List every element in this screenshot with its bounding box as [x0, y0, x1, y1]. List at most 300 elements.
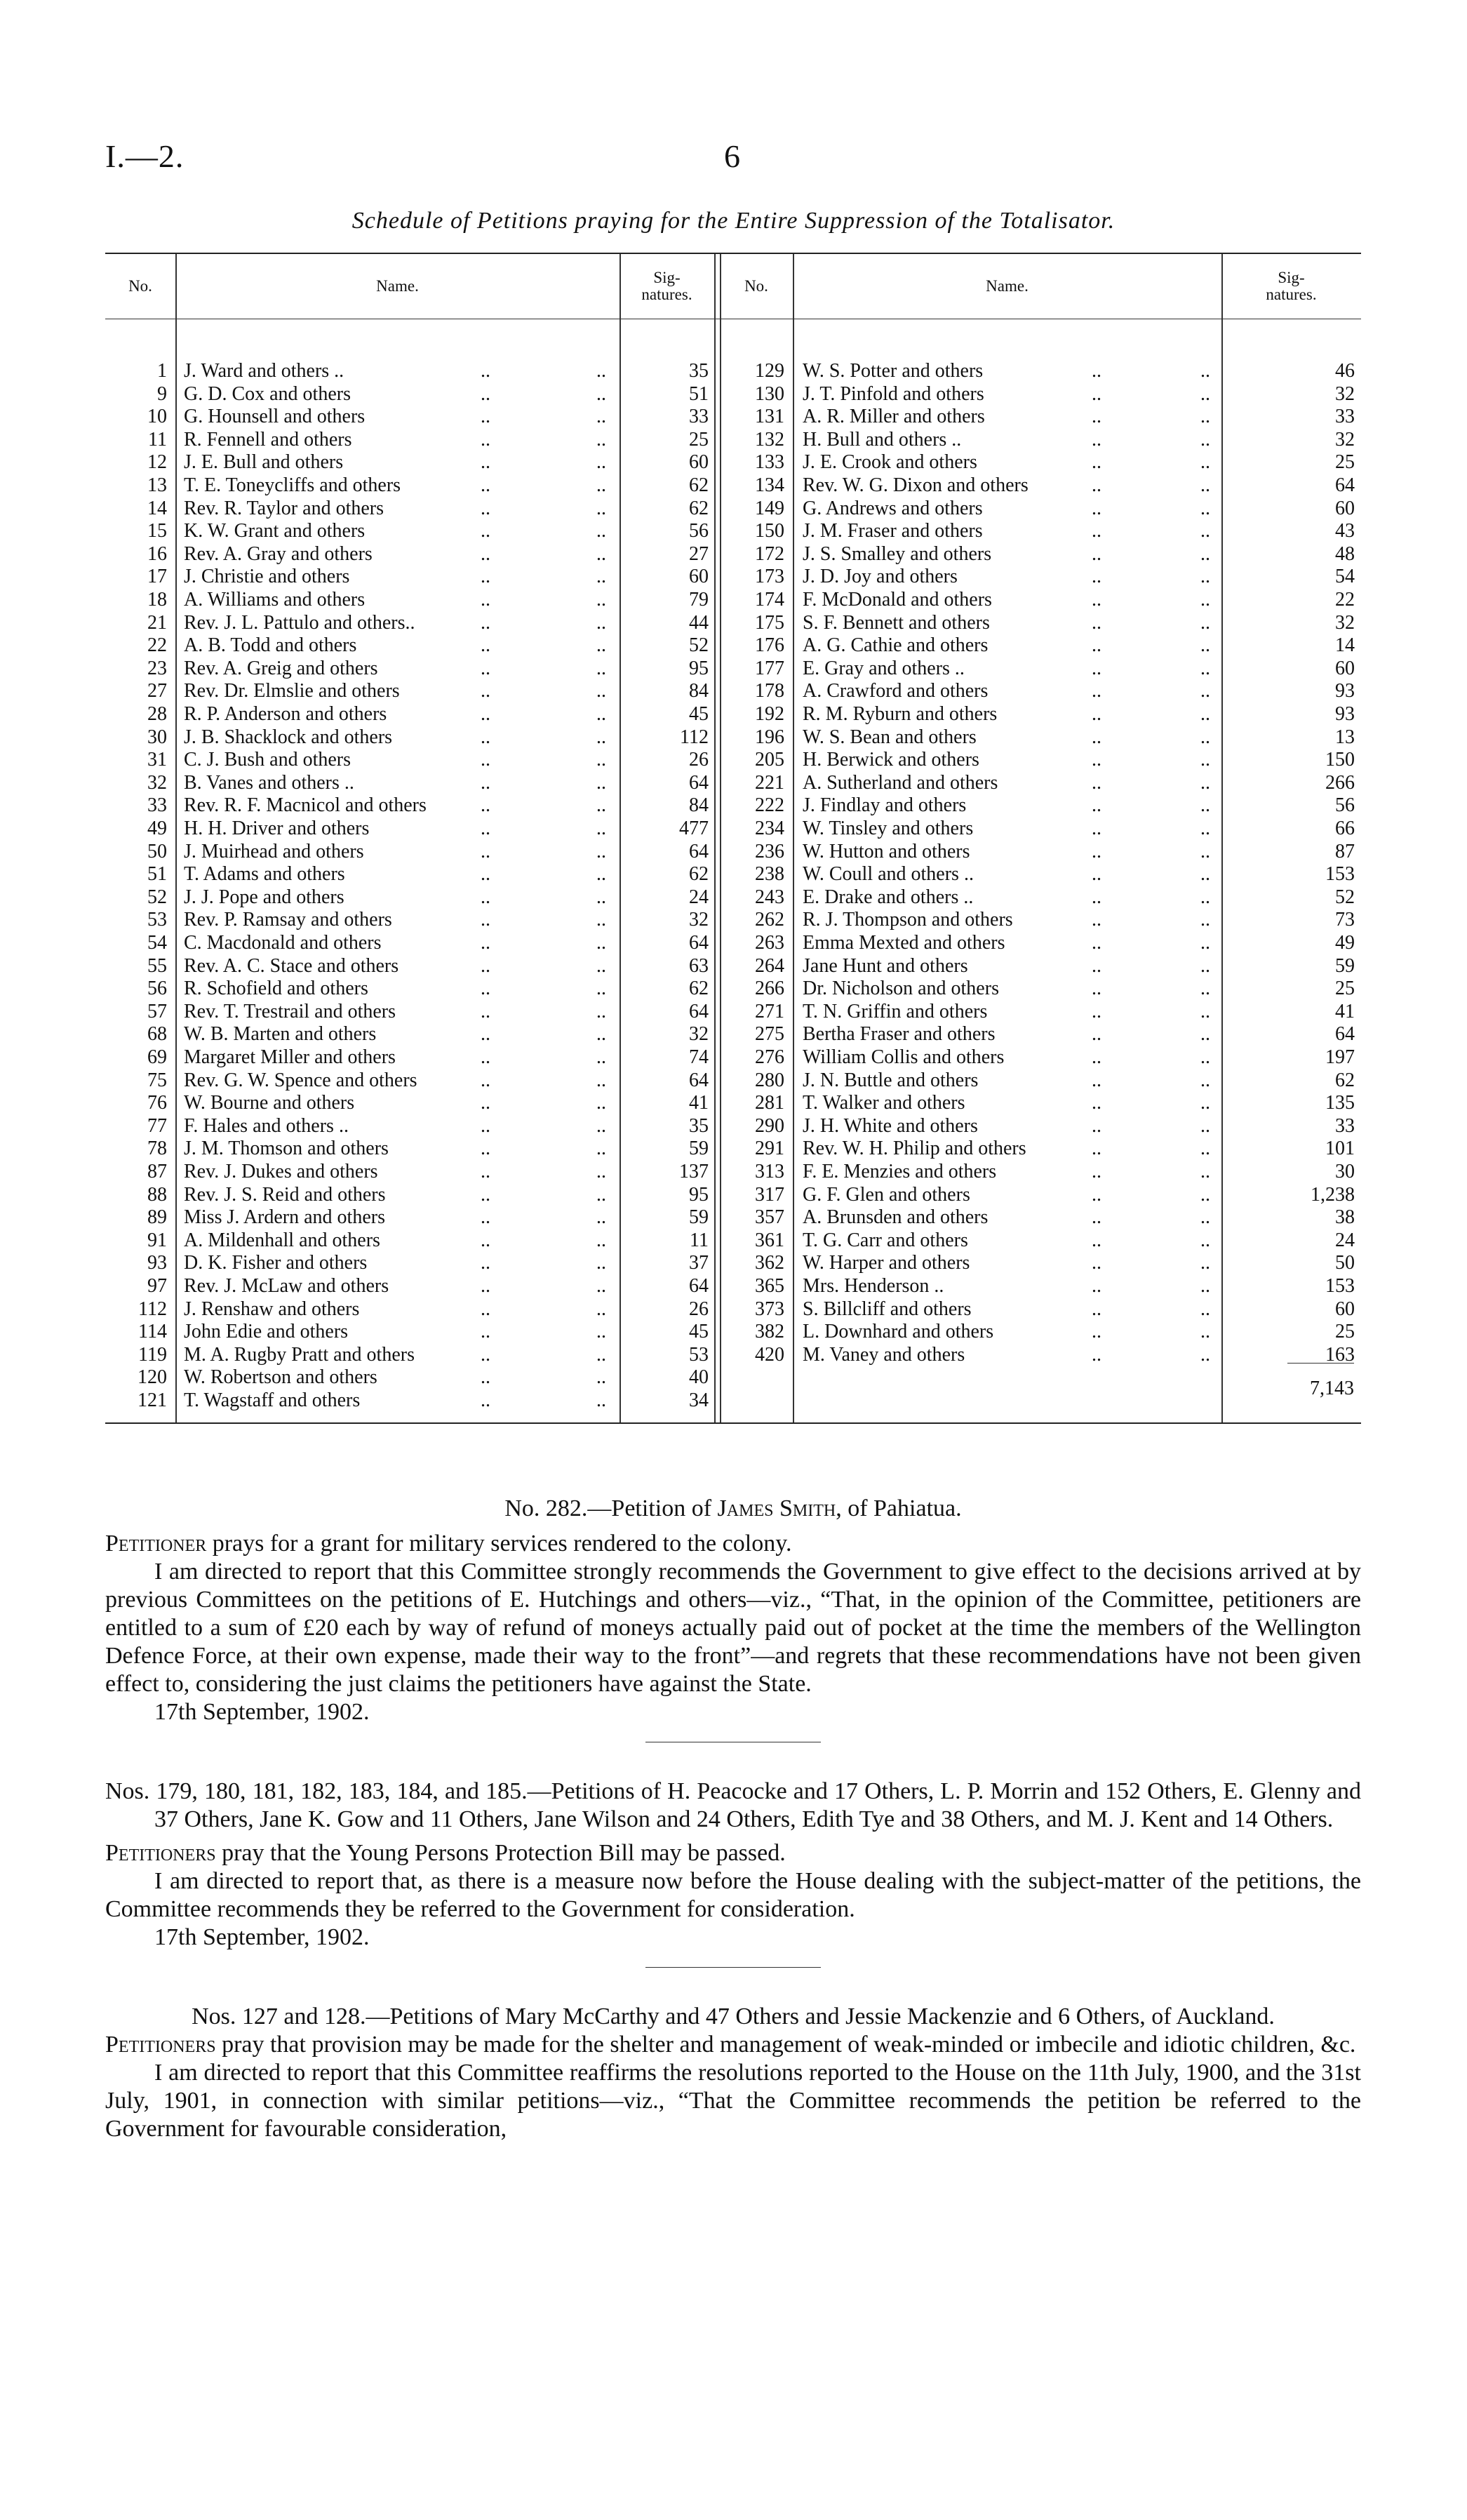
petitioner-name: A. Sutherland and others	[803, 771, 1000, 794]
signature-count: 40	[689, 1366, 709, 1389]
petitioner-name: F. E. Menzies and others	[803, 1160, 999, 1183]
table-row	[105, 497, 714, 520]
petitioner-name: F. McDonald and others	[803, 588, 995, 611]
petitioner-name: G. Hounsell and others	[184, 405, 368, 428]
dot-leader: ..	[1092, 382, 1101, 405]
table-row	[105, 977, 714, 1000]
petition-number: 222	[755, 794, 784, 817]
petition-number: 16	[147, 542, 167, 565]
table-row	[105, 1000, 714, 1023]
signature-count: 59	[689, 1138, 709, 1160]
dot-leader: ..	[1200, 1343, 1210, 1366]
signature-count: 62	[1335, 1069, 1355, 1091]
petitioner-name: R. M. Ryburn and others	[803, 702, 1000, 726]
dot-leader: ..	[481, 1092, 490, 1114]
dot-leader: ..	[1092, 1114, 1101, 1137]
petitioner-name: Emma Mexted and others	[803, 931, 1007, 954]
table-row	[105, 565, 714, 588]
dot-leader: ..	[1092, 1046, 1101, 1068]
signature-count: 32	[1335, 382, 1355, 405]
petition-number: 221	[755, 771, 784, 794]
dot-leader: ..	[596, 749, 606, 771]
dot-leader: ..	[1200, 818, 1210, 839]
petitioner-name: A. Crawford and others	[803, 679, 991, 702]
table-row	[105, 634, 714, 657]
dot-leader: ..	[596, 1092, 606, 1114]
signature-count: 25	[1335, 978, 1355, 1000]
petition-number: 176	[755, 634, 784, 657]
dot-leader: ..	[1092, 1298, 1101, 1320]
signature-count: 60	[1335, 1298, 1355, 1320]
lead-word: Petitioners	[105, 1840, 216, 1866]
dot-leader: ..	[481, 382, 490, 405]
dot-leader: ..	[596, 451, 606, 474]
petitioner-name: J. M. Fraser and others	[803, 519, 986, 542]
dot-leader: ..	[1200, 428, 1210, 451]
petitioner-name: J. T. Pinfold and others	[803, 382, 987, 406]
dot-leader: ..	[1092, 749, 1101, 771]
dot-leader: ..	[596, 566, 606, 588]
signature-count: 30	[1335, 1161, 1355, 1182]
table-row	[105, 405, 714, 428]
signature-count: 79	[689, 589, 709, 611]
dot-leader: ..	[1200, 932, 1210, 954]
petitioner-name: E. Gray and others ..	[803, 657, 967, 680]
total-rule	[1287, 1363, 1354, 1364]
petitioner-name: Bertha Fraser and others	[803, 1022, 998, 1046]
table-row	[720, 542, 1361, 566]
table-row	[105, 1114, 714, 1138]
table-row	[720, 1206, 1361, 1229]
petitioner-name: J. E. Crook and others	[803, 451, 980, 474]
petitioner-name: W. B. Marten and others	[184, 1022, 379, 1046]
page-reference: I.—2.	[105, 138, 185, 174]
petitioner-name: William Collis and others	[803, 1046, 1007, 1069]
dot-leader: ..	[1200, 886, 1210, 908]
petitioner-name: Rev. P. Ramsay and others	[184, 908, 395, 931]
petitioner-name: Rev. J. L. Pattulo and others..	[184, 611, 417, 634]
signature-count: 62	[689, 497, 709, 519]
petition-number: 177	[755, 657, 784, 679]
section-title: Nos. 127 and 128.—Petitions of Mary McCarthy and 47 Others and Jessie Mackenzie and 6 Others, of Auckland.	[192, 2004, 1275, 2029]
petitioner-name: T. Adams and others	[184, 862, 348, 886]
signature-count: 52	[689, 634, 709, 657]
signature-count: 60	[689, 451, 709, 474]
dot-leader: ..	[481, 428, 490, 451]
signature-count: 25	[1335, 451, 1355, 474]
dot-leader: ..	[1092, 932, 1101, 954]
table-row	[105, 451, 714, 474]
dot-leader: ..	[596, 978, 606, 1000]
petitioner-name: M. A. Rugby Pratt and others	[184, 1343, 417, 1366]
signature-count: 64	[1335, 1023, 1355, 1046]
dot-leader: ..	[481, 863, 490, 886]
petition-number: 174	[755, 589, 784, 611]
petition-number: 192	[755, 703, 784, 725]
petitioner-name: Rev. R. F. Macnicol and others	[184, 794, 429, 817]
dot-leader: ..	[481, 589, 490, 611]
table-row	[105, 771, 714, 794]
table-row	[105, 611, 714, 634]
petitioner-name: J. Muirhead and others	[184, 840, 367, 863]
table-row	[720, 1069, 1361, 1092]
dot-leader: ..	[596, 771, 606, 794]
petition-number: 130	[755, 382, 784, 405]
petitioner-name: H. Berwick and others	[803, 748, 982, 771]
signature-count: 62	[689, 863, 709, 886]
petition-number: 317	[755, 1183, 784, 1206]
prayer-text: pray that provision may be made for the shelter and management of weak-minded or imbecile and idiotic children, &c.	[215, 2032, 1356, 2058]
dot-leader: ..	[1092, 1252, 1101, 1274]
dot-leader: ..	[481, 1183, 490, 1206]
dot-leader: ..	[481, 634, 490, 657]
signature-count: 66	[1335, 818, 1355, 839]
table-row	[105, 1274, 714, 1298]
signature-count: 63	[689, 954, 709, 977]
dot-leader: ..	[596, 360, 606, 382]
dot-leader: ..	[1092, 1000, 1101, 1022]
signature-count: 477	[679, 818, 709, 839]
header-no: No.	[744, 277, 768, 295]
petition-number: 56	[147, 978, 167, 1000]
dot-leader: ..	[1200, 566, 1210, 588]
petitioner-name: J. Findlay and others	[803, 794, 969, 817]
petitioner-name: Dr. Nicholson and others	[803, 977, 1002, 1000]
petition-number: 78	[147, 1138, 167, 1160]
section-title	[105, 1495, 1361, 1523]
dot-leader: ..	[596, 474, 606, 496]
table-row	[720, 1320, 1361, 1343]
dot-leader: ..	[1092, 863, 1101, 886]
petitioner-name: H. Bull and others ..	[803, 428, 964, 451]
petition-number: 196	[755, 726, 784, 748]
dot-leader: ..	[1200, 589, 1210, 611]
petitioner-name: W. S. Potter and others	[803, 359, 986, 382]
petitioner-name: Rev. A. Greig and others	[184, 657, 381, 680]
petitioner-name: G. Andrews and others	[803, 497, 986, 520]
table-row	[720, 1229, 1361, 1252]
petition-number: 264	[755, 954, 784, 977]
petitioner-name: Rev. J. S. Reid and others	[184, 1183, 389, 1206]
petition-number: 1	[157, 360, 167, 382]
table-row	[720, 977, 1361, 1000]
petition-number: 234	[755, 818, 784, 839]
dot-leader: ..	[1092, 909, 1101, 931]
table-caption: Schedule of Petitions praying for the Entire Suppression of the Totalisator.	[351, 208, 1116, 234]
table-row	[105, 931, 714, 954]
signature-count: 137	[679, 1161, 709, 1182]
signature-count: 41	[689, 1092, 709, 1114]
dot-leader: ..	[481, 611, 490, 634]
table-row	[105, 748, 714, 771]
table-row	[105, 794, 714, 817]
signatures-total: 7,143	[1310, 1378, 1354, 1399]
petition-number: 238	[755, 863, 784, 886]
dot-leader: ..	[481, 657, 490, 679]
dot-leader: ..	[481, 451, 490, 474]
signature-count: 93	[1335, 680, 1355, 702]
signature-count: 34	[689, 1389, 709, 1411]
dot-leader: ..	[596, 703, 606, 725]
prayer-text: pray that the Young Persons Protection Bill may be passed.	[215, 1840, 786, 1866]
dot-leader: ..	[596, 1343, 606, 1366]
dot-leader: ..	[1092, 703, 1101, 725]
header-signatures: Sig- natures.	[641, 269, 692, 303]
table-row	[720, 1137, 1361, 1160]
dot-leader: ..	[1200, 1275, 1210, 1297]
signature-count: 24	[689, 886, 709, 908]
table-row	[105, 1343, 714, 1366]
dot-leader: ..	[1200, 1161, 1210, 1182]
dot-leader: ..	[1092, 611, 1101, 634]
dot-leader: ..	[596, 1069, 606, 1091]
dot-leader: ..	[1092, 818, 1101, 839]
table-row	[720, 702, 1361, 726]
petition-number: 13	[147, 474, 167, 496]
table-row	[720, 817, 1361, 840]
table-row	[720, 565, 1361, 588]
dot-leader: ..	[596, 886, 606, 908]
petition-number: 28	[147, 703, 167, 725]
petitioner-name: J. B. Shacklock and others	[184, 726, 395, 749]
signature-count: 56	[1335, 794, 1355, 817]
table-row	[720, 748, 1361, 771]
dot-leader: ..	[481, 726, 490, 748]
dot-leader: ..	[1200, 1298, 1210, 1320]
petitioner-name: J. Christie and others	[184, 565, 352, 588]
dot-leader: ..	[1092, 726, 1101, 748]
petition-number: 11	[148, 428, 167, 451]
signature-count: 59	[1335, 954, 1355, 977]
signature-count: 64	[689, 1000, 709, 1022]
dot-leader: ..	[1092, 954, 1101, 977]
petitioner-name: A. Mildenhall and others	[184, 1229, 383, 1252]
petitioner-name: A. B. Todd and others	[184, 634, 359, 657]
table-row	[105, 1298, 714, 1321]
table-row	[105, 474, 714, 497]
report-paragraph: I am directed to report that, as there is a measure now before the House dealing with the subject-matter of the petitions, the Committee recommends they be referred to the Government for consideration.	[105, 1868, 1361, 1922]
petition-number: 134	[755, 474, 784, 496]
table-row	[720, 1160, 1361, 1183]
signature-count: 25	[689, 428, 709, 451]
signature-count: 64	[689, 932, 709, 954]
dot-leader: ..	[481, 840, 490, 862]
petitioner-name: Mrs. Henderson ..	[803, 1274, 946, 1298]
dot-leader: ..	[1092, 1161, 1101, 1182]
dot-leader: ..	[1200, 382, 1210, 405]
signature-count: 93	[1335, 703, 1355, 725]
dot-leader: ..	[1200, 451, 1210, 474]
signature-count: 53	[689, 1343, 709, 1366]
petitioner-name: R. Fennell and others	[184, 428, 355, 451]
petitioner-name: J. Ward and others ..	[184, 359, 347, 382]
dot-leader: ..	[596, 497, 606, 519]
report-date: 17th September, 1902.	[154, 1924, 370, 1950]
petition-number: 175	[755, 611, 784, 634]
signature-count: 153	[1325, 1275, 1355, 1297]
dot-leader: ..	[1200, 726, 1210, 748]
dot-leader: ..	[1200, 954, 1210, 977]
petition-number: 149	[755, 497, 784, 519]
table-row	[720, 1251, 1361, 1274]
petitioner-name: E. Drake and others ..	[803, 886, 976, 909]
signature-count: 266	[1325, 771, 1355, 794]
petition-number: 18	[147, 589, 167, 611]
petitioner-name: A. G. Cathie and others	[803, 634, 991, 657]
report-paragraph: I am directed to report that this Committee reaffirms the resolutions reported to the House on the 11th July, 1900, and the 31st July, 1901, in connection with similar petitions—viz., “That the Committee recommends the petition be referred to the Government for favourable consideration,	[105, 2060, 1361, 2142]
petition-number: 121	[138, 1389, 167, 1411]
petition-number: 22	[147, 634, 167, 657]
petitioner-name: J. E. Bull and others	[184, 451, 346, 474]
table-row	[105, 1046, 714, 1069]
dot-leader: ..	[1200, 1229, 1210, 1251]
signature-count: 150	[1325, 749, 1355, 771]
dot-leader: ..	[596, 840, 606, 862]
signature-count: 51	[689, 382, 709, 405]
petitioner-name: R. J. Thompson and others	[803, 908, 1016, 931]
dot-leader: ..	[596, 1275, 606, 1297]
header-name: Name.	[376, 277, 419, 295]
dot-leader: ..	[481, 1046, 490, 1068]
table-row	[105, 1389, 714, 1412]
dot-leader: ..	[596, 1183, 606, 1206]
signature-count: 41	[1335, 1000, 1355, 1022]
petitioner-name: Margaret Miller and others	[184, 1046, 398, 1069]
dot-leader: ..	[596, 589, 606, 611]
dot-leader: ..	[1092, 634, 1101, 657]
dot-leader: ..	[481, 566, 490, 588]
petition-number: 263	[755, 932, 784, 954]
dot-leader: ..	[596, 863, 606, 886]
petition-number: 131	[755, 406, 784, 428]
signature-count: 25	[1335, 1321, 1355, 1343]
petitioner-name: W. Robertson and others	[184, 1366, 380, 1389]
title-text: No. 282.—Petition of	[504, 1495, 718, 1521]
dot-leader: ..	[596, 1023, 606, 1046]
dot-leader: ..	[596, 634, 606, 657]
petitioner-name: Rev. Dr. Elmslie and others	[184, 679, 403, 702]
petition-number: 280	[755, 1069, 784, 1091]
petitioner-name: J. J. Pope and others	[184, 886, 347, 909]
signature-count: 35	[689, 360, 709, 382]
table-row	[720, 657, 1361, 680]
petition-number: 54	[147, 932, 167, 954]
table-row	[105, 1022, 714, 1046]
dot-leader: ..	[596, 1114, 606, 1137]
dot-leader: ..	[1092, 1321, 1101, 1343]
petition-number: 49	[147, 818, 167, 839]
dot-leader: ..	[1092, 657, 1101, 679]
dot-leader: ..	[596, 1161, 606, 1182]
signature-count: 32	[1335, 428, 1355, 451]
petitioner-name: J. Renshaw and others	[184, 1298, 362, 1321]
signature-count: 14	[1335, 634, 1355, 657]
dot-leader: ..	[481, 749, 490, 771]
dot-leader: ..	[1200, 542, 1210, 565]
table-row	[720, 931, 1361, 954]
signature-count: 13	[1335, 726, 1355, 748]
table-row	[105, 657, 714, 680]
petition-number: 420	[755, 1343, 784, 1366]
dot-leader: ..	[1092, 451, 1101, 474]
petitions-schedule-table	[105, 253, 1361, 1424]
dot-leader: ..	[596, 406, 606, 428]
signature-count: 35	[689, 1114, 709, 1137]
petition-number: 357	[755, 1206, 784, 1229]
signature-count: 64	[689, 840, 709, 862]
table-row	[720, 1274, 1361, 1298]
petition-number: 91	[147, 1229, 167, 1251]
petition-number: 150	[755, 520, 784, 542]
signature-count: 50	[1335, 1252, 1355, 1274]
table-row	[720, 359, 1361, 382]
dot-leader: ..	[596, 1000, 606, 1022]
dot-leader: ..	[481, 1229, 490, 1251]
dot-leader: ..	[481, 1298, 490, 1320]
petition-number: 291	[755, 1138, 784, 1160]
petitioner-name: R. Schofield and others	[184, 977, 371, 1000]
signature-count: 60	[689, 566, 709, 588]
table-row	[105, 679, 714, 702]
signature-count: 38	[1335, 1206, 1355, 1229]
petitioner-name: H. H. Driver and others	[184, 817, 372, 840]
signature-count: 74	[689, 1046, 709, 1068]
table-row	[720, 1000, 1361, 1023]
petition-number: 173	[755, 566, 784, 588]
dot-leader: ..	[596, 954, 606, 977]
table-row	[105, 817, 714, 840]
signature-count: 43	[1335, 520, 1355, 542]
dot-leader: ..	[596, 680, 606, 702]
dot-leader: ..	[596, 428, 606, 451]
table-row	[720, 588, 1361, 611]
petitioner-name: W. Harper and others	[803, 1251, 972, 1274]
signature-count: 33	[689, 406, 709, 428]
dot-leader: ..	[481, 1161, 490, 1182]
petitioner-name: J. S. Smalley and others	[803, 542, 994, 566]
table-row	[105, 702, 714, 726]
dot-leader: ..	[481, 497, 490, 519]
petitioner-name: J. M. Thomson and others	[184, 1137, 391, 1160]
dot-leader: ..	[481, 1389, 490, 1411]
dot-leader: ..	[1092, 360, 1101, 382]
table-row	[105, 862, 714, 886]
petitioner-name: Rev. W. H. Philip and others	[803, 1137, 1029, 1160]
report-body	[105, 1495, 1361, 2143]
table-row	[720, 840, 1361, 863]
report-date: 17th September, 1902.	[154, 1699, 370, 1725]
petition-number: 112	[138, 1298, 167, 1320]
petition-number: 172	[755, 542, 784, 565]
petition-number: 76	[147, 1092, 167, 1114]
petition-number: 9	[157, 382, 167, 405]
dot-leader: ..	[1092, 1069, 1101, 1091]
signature-count: 49	[1335, 932, 1355, 954]
signature-count: 84	[689, 680, 709, 702]
petition-number: 236	[755, 840, 784, 862]
signature-count: 64	[1335, 474, 1355, 496]
prayer-paragraph	[105, 1530, 1361, 1558]
table-row	[720, 497, 1361, 520]
dot-leader: ..	[1200, 1206, 1210, 1229]
dot-leader: ..	[1092, 1229, 1101, 1251]
dot-leader: ..	[1092, 978, 1101, 1000]
table-row	[720, 611, 1361, 634]
petitioner-name: T. N. Griffin and others	[803, 1000, 990, 1023]
petition-number: 55	[147, 954, 167, 977]
petitioner-name: T. E. Toneycliffs and others	[184, 474, 403, 497]
petitioner-name: Rev. T. Trestrail and others	[184, 1000, 398, 1023]
